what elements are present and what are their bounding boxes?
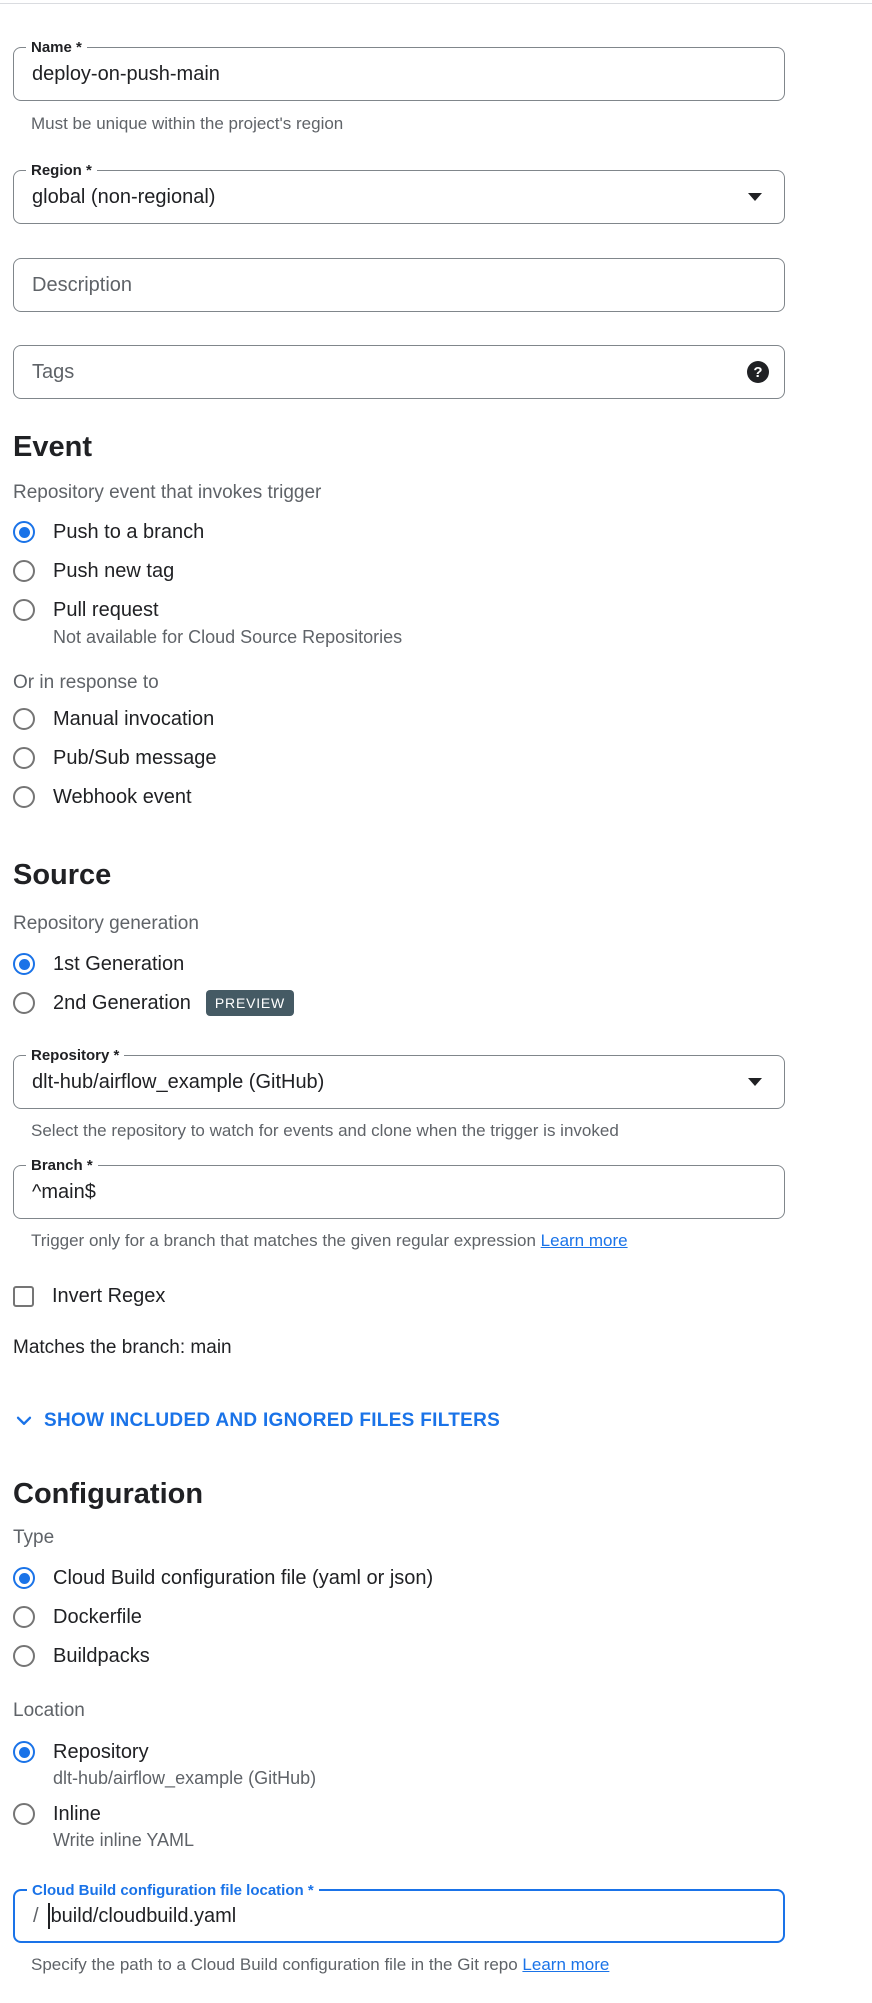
invert-regex-label: Invert Regex — [52, 1284, 166, 1307]
radio-icon[interactable] — [13, 747, 35, 769]
dropdown-arrow-icon — [748, 1078, 762, 1086]
radio-label: Buildpacks — [53, 1644, 150, 1667]
name-helper-text: Must be unique within the project's region — [31, 114, 344, 133]
path-prefix: / — [33, 1904, 39, 1927]
radio-selected-icon[interactable] — [13, 521, 35, 543]
radio-label: Push to a branch — [53, 520, 205, 543]
region-select[interactable] — [13, 162, 785, 224]
config-file-learn-more-link[interactable]: Learn more — [522, 1955, 610, 1974]
branch-match-note: Matches the branch: main — [13, 1337, 232, 1358]
name-field-value: deploy-on-push-main — [32, 62, 220, 85]
repository-select-label: Repository * — [26, 1047, 124, 1065]
text-cursor — [48, 1903, 50, 1929]
configuration-heading: Configuration — [13, 1478, 204, 1510]
radio-label: Inline — [53, 1802, 101, 1825]
radio-label: Cloud Build configuration file (yaml or json) — [53, 1566, 434, 1589]
repository-helper-text: Select the repository to watch for events and clone when the trigger is invoked — [31, 1121, 619, 1140]
config-file-location-label: Cloud Build configuration file location * — [27, 1882, 319, 1900]
radio-icon[interactable] — [13, 992, 35, 1014]
radio-icon[interactable] — [13, 1645, 35, 1667]
radio-label: Dockerfile — [53, 1605, 142, 1628]
radio-label: Push new tag — [53, 559, 175, 582]
location-repository-note: dlt-hub/airflow_example (GitHub) — [53, 1768, 317, 1788]
branch-helper-body: Trigger only for a branch that matches the given regular expression — [31, 1231, 536, 1250]
or-in-response-label: Or in response to — [13, 672, 159, 693]
location-label: Location — [13, 1700, 85, 1721]
radio-push-to-branch[interactable] — [13, 520, 785, 544]
branch-helper-text — [31, 1231, 785, 1251]
help-icon[interactable]: ? — [747, 361, 769, 383]
radio-selected-icon[interactable] — [13, 953, 35, 975]
source-heading: Source — [13, 859, 112, 891]
show-filters-toggle[interactable] — [13, 1409, 785, 1433]
radio-icon[interactable] — [13, 786, 35, 808]
repository-generation-label: Repository generation — [13, 913, 199, 934]
radio-icon[interactable] — [13, 1606, 35, 1628]
description-placeholder: Description — [32, 273, 133, 296]
tags-input[interactable] — [13, 345, 785, 399]
name-field-label: Name * — [26, 39, 87, 57]
repository-select[interactable] — [13, 1047, 785, 1109]
radio-icon[interactable] — [13, 560, 35, 582]
create-trigger-form — [0, 3, 872, 1975]
radio-label: 1st Generation — [53, 952, 185, 975]
dropdown-arrow-icon — [748, 193, 762, 201]
location-inline-note: Write inline YAML — [53, 1830, 195, 1850]
radio-selected-icon[interactable] — [13, 1567, 35, 1589]
branch-learn-more-link[interactable]: Learn more — [540, 1231, 628, 1250]
config-file-location-value: build/cloudbuild.yaml — [50, 1904, 237, 1927]
event-heading: Event — [13, 431, 92, 463]
radio-dockerfile[interactable] — [13, 1605, 785, 1629]
radio-webhook-event[interactable] — [13, 785, 785, 809]
checkbox-icon[interactable] — [13, 1286, 34, 1307]
chevron-down-icon — [13, 1410, 35, 1432]
description-input[interactable] — [13, 258, 785, 312]
config-file-location-field[interactable] — [13, 1882, 785, 1943]
radio-label: Pub/Sub message — [53, 746, 217, 769]
radio-label: Webhook event — [53, 785, 192, 808]
preview-badge: PREVIEW — [206, 990, 294, 1016]
radio-icon[interactable] — [13, 1803, 35, 1825]
radio-manual-invocation[interactable] — [13, 707, 785, 731]
radio-buildpacks[interactable] — [13, 1644, 785, 1668]
radio-label: Pull request — [53, 598, 159, 621]
radio-icon[interactable] — [13, 708, 35, 730]
region-select-label: Region * — [26, 162, 97, 180]
radio-cloud-build-config-file[interactable] — [13, 1566, 785, 1590]
radio-location-inline[interactable] — [13, 1802, 785, 1826]
branch-field-value: ^main$ — [32, 1180, 96, 1203]
radio-location-repository[interactable] — [13, 1740, 785, 1764]
name-field[interactable] — [13, 39, 785, 101]
radio-label: Manual invocation — [53, 707, 215, 730]
tags-placeholder: Tags — [32, 360, 75, 383]
radio-push-new-tag[interactable] — [13, 559, 785, 583]
radio-selected-icon[interactable] — [13, 1741, 35, 1763]
show-filters-toggle-label: SHOW INCLUDED AND IGNORED FILES FILTERS — [44, 1410, 501, 1431]
radio-1st-generation[interactable] — [13, 952, 785, 976]
radio-icon[interactable] — [13, 599, 35, 621]
repository-select-value: dlt-hub/airflow_example (GitHub) — [32, 1070, 325, 1093]
config-file-helper-text — [31, 1955, 785, 1975]
type-label: Type — [13, 1527, 55, 1548]
radio-pull-request[interactable] — [13, 598, 785, 622]
radio-pubsub-message[interactable] — [13, 746, 785, 770]
config-file-helper-body: Specify the path to a Cloud Build configuration file in the Git repo — [31, 1955, 518, 1974]
event-subheading: Repository event that invokes trigger — [13, 482, 322, 503]
pull-request-note: Not available for Cloud Source Repositories — [53, 627, 403, 647]
top-divider — [0, 3, 872, 4]
branch-field[interactable] — [13, 1157, 785, 1219]
radio-label: Repository — [53, 1740, 149, 1763]
invert-regex-checkbox-row[interactable] — [13, 1284, 785, 1308]
branch-field-label: Branch * — [26, 1157, 98, 1175]
radio-2nd-generation[interactable] — [13, 991, 785, 1015]
radio-label: 2nd Generation — [53, 991, 191, 1014]
region-select-value: global (non-regional) — [32, 185, 216, 208]
